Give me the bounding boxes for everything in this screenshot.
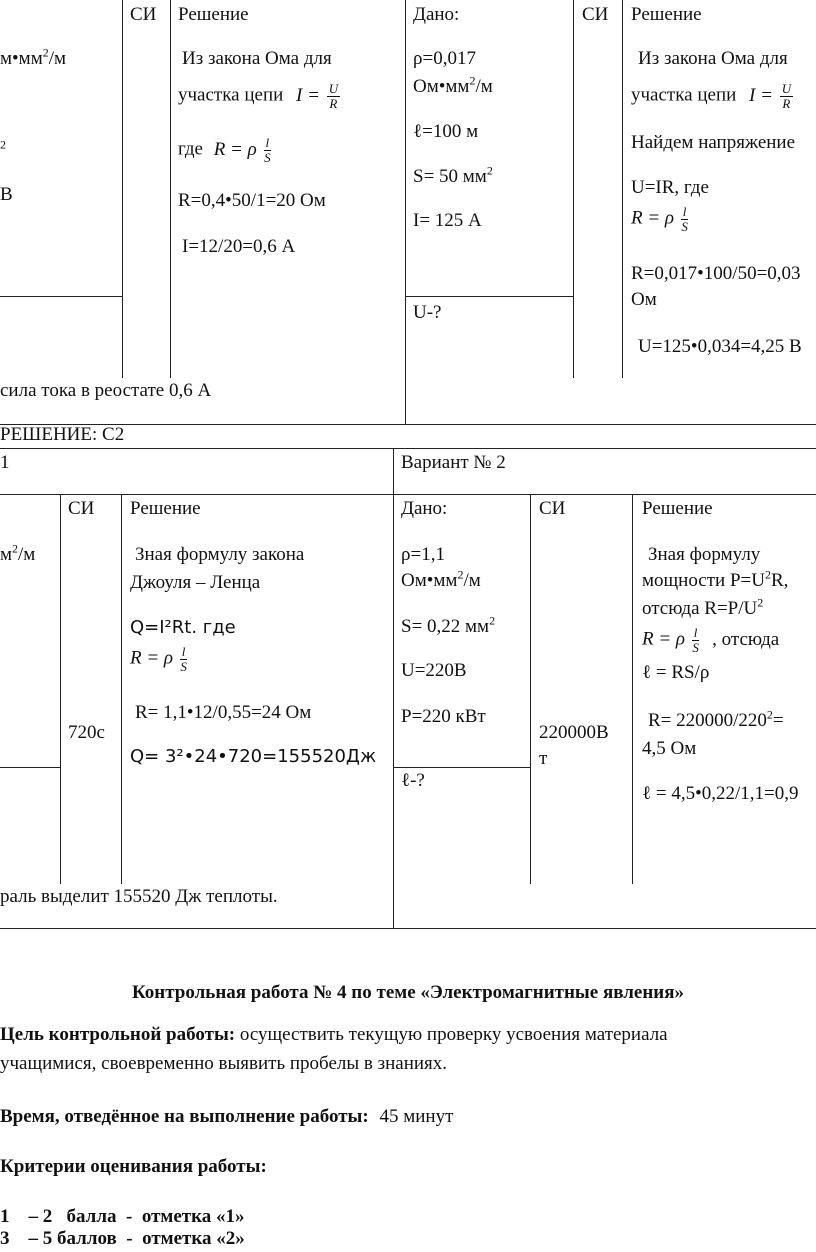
t1-find-voltage: Найдем напряжение <box>631 132 796 153</box>
t1-given-frag: $м•мм^2/м$ <box>0 45 67 69</box>
t1-solution-header-left: Решение <box>178 4 249 25</box>
table2-vline-sol-right <box>632 494 633 884</box>
t1-calc-r: R=0,4•50/1=20 Ом <box>178 190 326 211</box>
control-goal-line2: учащимися, своевременно выявить пробелы в знаниях. <box>0 1053 448 1074</box>
t1-rho: ρ=0,017 <box>413 48 476 69</box>
t2-answer: раль выделит 155520 Дж теплоты. <box>0 886 278 907</box>
table1-hline-right <box>405 296 573 297</box>
t2-power-1: Зная формулу <box>648 544 761 565</box>
t2-rho: ρ=1,1 <box>401 544 445 565</box>
t2-joule-1: Зная формулу закона <box>135 544 305 565</box>
t2-calc-q: Q= 3²•24•720=155520Дж <box>130 746 377 767</box>
t2-power: P=220 кВт <box>401 706 486 727</box>
table2-top-line <box>0 448 816 449</box>
t2-calc-l: ℓ = 4,5•0,22/1,1=0,9 <box>642 783 799 804</box>
table2-vline-si-left <box>60 494 61 884</box>
table1-hline-left <box>0 296 122 297</box>
t1-calc-i: I=12/20=0,6 А <box>182 236 296 257</box>
table1-vline-sol-left <box>170 0 171 378</box>
solution-c2-label: РЕШЕНИЕ: С2 <box>0 424 125 445</box>
table2-vline-si-right <box>530 494 531 884</box>
criteria-item: 1 – 2 балла - отметка «1» <box>0 1206 245 1227</box>
t2-si-value: 720с <box>68 722 105 743</box>
table2-header-line <box>0 494 816 495</box>
control-time: Время, отведённое на выполнение работы: 45 минут <box>0 1106 454 1127</box>
t2-r-formula-right: R = ρ $\frac{l}{S}$ , отсюда <box>642 625 780 655</box>
table2-bottom-line <box>0 928 816 929</box>
t2-calc-r-unit: 4,5 Ом <box>642 738 697 759</box>
t1-u-ir: U=IR, где <box>631 177 709 198</box>
t1-rho-unit: $Ом•мм^2/м$ <box>413 73 493 97</box>
table1-vline-si-left <box>122 0 123 378</box>
t2-find: ℓ-? <box>401 770 425 791</box>
t1-current: I= 125 А <box>413 210 482 231</box>
t1-area-frag: 2 <box>0 137 6 152</box>
t1-r-ohm-law-1: Из закона Ома для <box>638 48 788 69</box>
t1-solution-header-right: Решение <box>631 4 702 25</box>
control-title: Контрольная работа № 4 по теме «Электромагнитные явления» <box>131 982 685 1003</box>
table1-vline-si-right <box>573 0 574 378</box>
t2-si-header-left: СИ <box>68 498 95 519</box>
t1-r-calc-r: R=0,017•100/50=0,03 <box>631 263 801 284</box>
t1-area: S= 50 $мм^2$ <box>413 163 493 187</box>
t1-ohm-law-2: участка цепи I = $\frac{U}{R}$ <box>178 81 339 111</box>
t2-si-value-2: т <box>539 748 548 769</box>
t1-given-header: Дано: <box>413 4 460 25</box>
t2-l-formula: ℓ = RS/ρ <box>642 662 710 683</box>
table2-vline-mid <box>393 448 394 928</box>
t2-area: S= 0,22 $мм^2$ <box>401 613 496 637</box>
t1-where-formula: где R = ρ $\frac{l}{S}$ <box>178 135 271 165</box>
t1-volt-frag: В <box>0 184 13 205</box>
t1-r-calc-r-unit: Ом <box>631 289 657 310</box>
t1-ohm-law-1: Из закона Ома для <box>182 48 332 69</box>
t2-q-formula: Q=I²Rt. где <box>130 617 236 638</box>
table1-vline-sol-right <box>622 0 623 378</box>
control-goal: Цель контрольной работы: осуществить текущую проверку усвоения материала <box>0 1024 668 1045</box>
t1-answer: сила тока в реостате 0,6 А <box>0 380 212 401</box>
t1-length: ℓ=100 м <box>413 121 479 142</box>
table2-vline-sol-left <box>121 494 122 884</box>
t2-power-3: отсюда $R=P/U^2$ <box>642 595 764 619</box>
table1-vline-mid <box>405 0 406 424</box>
t2-si-value-1: 220000В <box>539 722 609 743</box>
t2-given-frag: $м^2/м$ <box>0 541 36 565</box>
t2-power-2: мощности $P=U^2R$, <box>642 567 789 591</box>
table2-hline-left <box>0 767 60 768</box>
t1-r-ohm-law-2: участка цепи I = $\frac{U}{R}$ <box>631 81 792 111</box>
t2-calc-r: R= 1,1•12/0,55=24 Ом <box>135 702 312 723</box>
t2-voltage: U=220В <box>401 660 467 681</box>
t1-r-formula: R = ρ $\frac{l}{S}$ <box>631 204 688 234</box>
t2-solution-header-left: Решение <box>130 498 201 519</box>
t2-solution-header-right: Решение <box>642 498 713 519</box>
t1-si-header-right: СИ <box>582 4 609 25</box>
t2-joule-2: Джоуля – Ленца <box>130 572 261 593</box>
t2-rho-unit: $Ом•мм^2/м$ <box>401 567 481 591</box>
t1-si-header-left: СИ <box>130 4 157 25</box>
table2-hline-right <box>393 767 530 768</box>
control-criteria-label: Критерии оценивания работы: <box>0 1156 267 1177</box>
t2-given-header: Дано: <box>401 498 448 519</box>
t1-find: U-? <box>413 302 442 323</box>
t2-variant: Вариант № 2 <box>401 452 506 473</box>
t2-variant-frag: 1 <box>0 452 10 473</box>
t2-si-header-right: СИ <box>539 498 566 519</box>
t1-r-calc-u: U=125•0,034=4,25 В <box>638 336 802 357</box>
criteria-item: 3 – 5 баллов - отметка «2» <box>0 1228 245 1249</box>
t1-ohm-fraction: $\frac{U}{R}$ <box>328 81 339 111</box>
t2-r-formula: R = ρ $\frac{l}{S}$ <box>130 644 187 674</box>
t2-calc-r-right: $R= 220000/220^2=$ <box>648 707 784 731</box>
